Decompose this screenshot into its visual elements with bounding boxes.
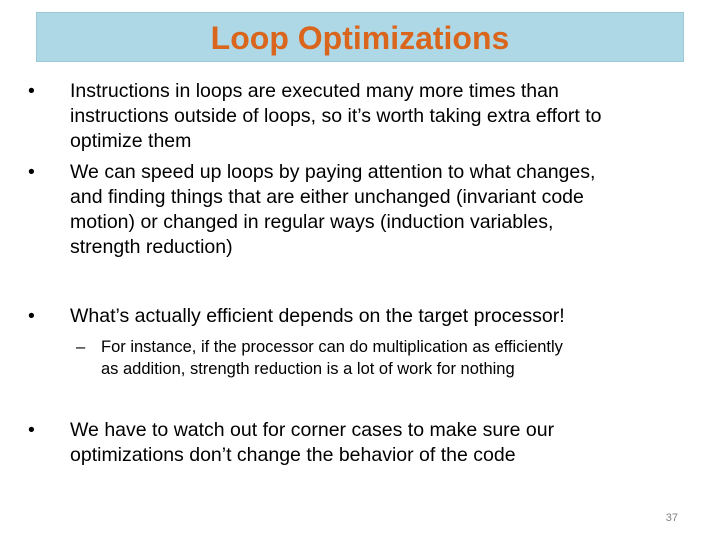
sub-bullet-text [101, 336, 563, 380]
bullet-line: optimizations don’t change the behavior of the code [70, 444, 516, 466]
page-number: 37 [665, 512, 678, 524]
sub-bullet-line: For instance, if the processor can do multiplication as efficiently [101, 338, 563, 356]
bullet-line: instructions outside of loops, so it’s worth taking extra effort to [70, 105, 602, 127]
bullet-marker: • [28, 419, 35, 441]
bullet-line: motion) or changed in regular ways (induction variables, [70, 211, 554, 233]
bullet-line: optimize them [70, 130, 192, 152]
bullet-text [70, 418, 554, 468]
bullet-marker: • [28, 161, 35, 183]
bullet-line: and finding things that are either unchanged (invariant code [70, 186, 584, 208]
bullet-line: strength reduction) [70, 236, 233, 258]
sub-bullet-line: as addition, strength reduction is a lot of work for nothing [101, 360, 515, 378]
bullet-text [70, 304, 565, 329]
bullet-marker: • [28, 305, 35, 327]
bullet-line: We can speed up loops by paying attention to what changes, [70, 161, 596, 183]
slide-title: Loop Optimizations [210, 20, 510, 56]
bullet-marker: • [28, 80, 35, 102]
bullet-text [70, 160, 595, 260]
bullet-line: We have to watch out for corner cases to make sure our [70, 419, 555, 441]
bullet-line: Instructions in loops are executed many more times than [70, 80, 559, 102]
bullet-text [70, 79, 601, 154]
sub-bullet-marker: – [76, 338, 86, 356]
bullet-line: What’s actually efficient depends on the target processor! [70, 305, 565, 327]
